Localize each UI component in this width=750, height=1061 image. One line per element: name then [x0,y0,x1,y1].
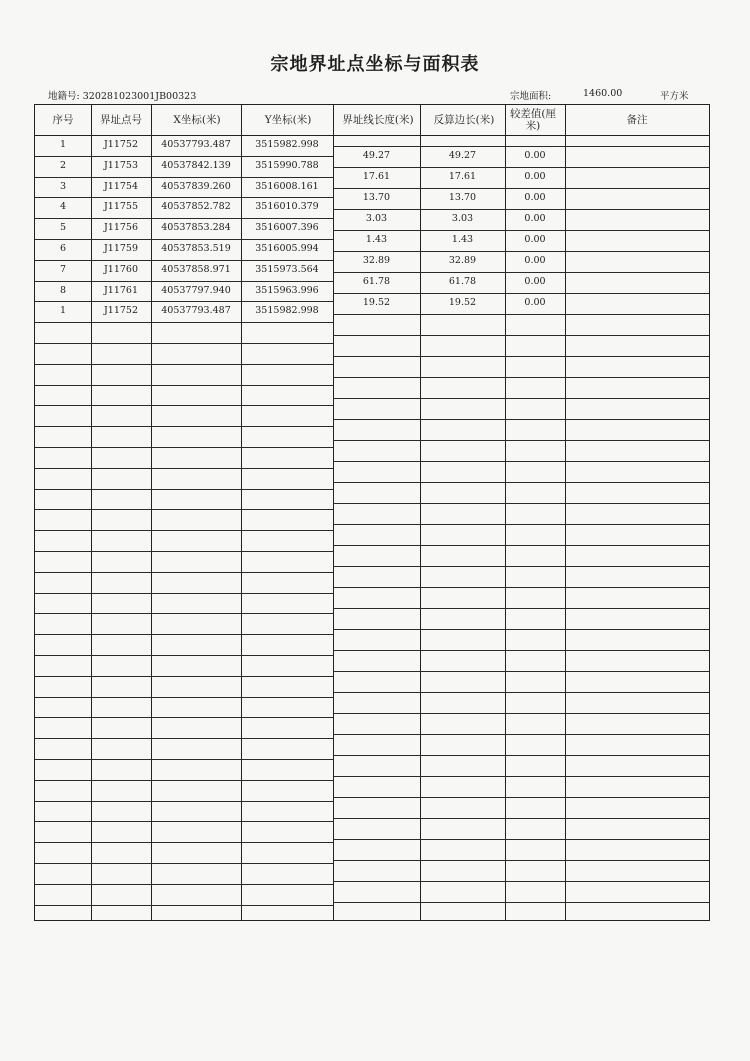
point-id: J11755 [103,201,139,213]
row-divider [333,776,709,777]
edge-calc-length: 49.27 [448,150,477,161]
point-seq: 8 [59,284,67,296]
point-y: 3516005.994 [255,243,319,254]
point-x: 40537842.139 [161,159,231,171]
point-seq: 5 [59,222,67,234]
row-divider [333,755,709,756]
row-divider [35,780,333,781]
header-point: 界址点号 [100,114,142,126]
point-y: 3516007.396 [255,222,319,234]
row-divider [35,863,333,864]
edge-difference: 0.00 [524,297,546,308]
header-y: Y坐标(米) [264,114,312,126]
coordinate-table [34,104,710,921]
edge-difference: 0.00 [524,150,546,161]
edge-calc-length: 17.61 [448,171,477,182]
row-divider [35,821,333,822]
row-divider [333,902,709,903]
point-y: 3515963.996 [255,284,319,296]
row-divider [35,426,333,427]
point-seq: 4 [59,201,67,213]
row-divider [35,801,333,802]
edge-difference: 0.00 [524,276,546,287]
point-y: 3516008.161 [255,180,319,192]
row-divider [333,482,709,483]
row-divider [333,713,709,714]
row-divider [35,322,333,323]
point-id: J11759 [103,243,139,254]
edge-length: 3.03 [365,213,388,224]
point-x: 40537853.519 [161,243,231,254]
parcel-number [48,88,196,102]
row-divider [35,613,333,614]
row-divider [35,655,333,656]
point-seq: 3 [59,180,67,192]
point-seq: 7 [59,263,67,275]
point-x: 40537793.487 [161,305,231,317]
row-divider [333,524,709,525]
edge-length: 32.89 [362,255,391,266]
row-divider [333,398,709,399]
point-x: 40537853.284 [161,222,231,234]
point-seq: 1 [59,305,67,317]
edge-calc-length: 32.89 [448,255,477,266]
row-divider [333,356,709,357]
row-divider [333,545,709,546]
area-value: 1460.00 [583,88,623,99]
row-divider [333,839,709,840]
row-divider [35,842,333,843]
row-divider [35,551,333,552]
edge-calc-length: 3.03 [451,213,474,224]
row-divider [35,343,333,344]
row-divider [333,335,709,336]
row-divider [35,884,333,885]
row-divider [333,734,709,735]
row-divider [333,797,709,798]
row-divider [333,587,709,588]
edge-calc-length: 19.52 [448,297,477,308]
document-title: 宗地界址点坐标与面积表 [270,54,480,75]
row-divider [333,419,709,420]
point-y: 3515973.564 [255,263,319,275]
row-divider [333,881,709,882]
row-divider [333,671,709,672]
header-line-length: 界址线长度(米) [342,114,414,126]
header-difference: 较差值(厘米) [509,108,557,132]
header-x: X坐标(米) [173,114,221,126]
edge-difference: 0.00 [524,234,546,245]
point-x: 40537793.487 [161,139,231,150]
point-id: J11753 [103,159,139,171]
point-x: 40537858.971 [161,263,231,275]
row-divider [333,818,709,819]
area-unit: 平方米 [660,91,689,102]
point-seq: 6 [59,243,67,254]
row-divider [35,697,333,698]
row-divider [35,447,333,448]
header-seq: 序号 [52,114,74,126]
row-divider [35,530,333,531]
row-divider [333,566,709,567]
edge-difference: 0.00 [524,192,546,203]
edge-length: 1.43 [365,234,388,245]
row-divider [333,461,709,462]
row-divider [333,629,709,630]
row-divider [333,650,709,651]
edge-calc-length: 13.70 [448,192,477,203]
point-id: J11754 [103,180,139,192]
row-divider [35,905,333,906]
row-divider [35,593,333,594]
point-id: J11760 [103,263,139,275]
row-divider [35,489,333,490]
row-divider [35,509,333,510]
edge-difference: 0.00 [524,255,546,266]
edge-length: 61.78 [362,276,391,287]
point-y: 3516010.379 [255,201,319,213]
header-calc-length: 反算边长(米) [433,114,495,126]
row-divider [35,634,333,635]
parcel-label: 地籍号: [48,91,80,102]
row-divider [35,405,333,406]
edge-calc-length: 61.78 [448,276,477,287]
point-y: 3515982.998 [255,305,319,317]
area-label: 宗地面积: [510,91,552,102]
point-x: 40537852.782 [161,201,231,213]
row-divider [35,364,333,365]
point-x: 40537839.260 [161,180,231,192]
edge-length: 19.52 [362,297,391,308]
edge-calc-length: 1.43 [451,234,474,245]
point-x: 40537797.940 [161,284,231,296]
row-divider [333,692,709,693]
parcel-value: 320281023001JB00323 [82,91,197,102]
edge-difference: 0.00 [524,213,546,224]
row-divider [333,377,709,378]
point-id: J11752 [103,139,139,150]
edge-length: 13.70 [362,192,391,203]
point-id: J11761 [103,284,139,296]
row-divider [333,314,709,315]
edge-difference: 0.00 [524,171,546,182]
point-seq: 1 [59,139,67,150]
row-divider [35,676,333,677]
point-id: J11756 [103,222,139,234]
row-divider [35,717,333,718]
row-divider [333,860,709,861]
row-divider [333,503,709,504]
header-note: 备注 [626,114,648,126]
row-divider [333,608,709,609]
row-divider [35,738,333,739]
point-seq: 2 [59,159,67,171]
edge-length: 17.61 [362,171,391,182]
row-divider [35,385,333,386]
row-divider [35,572,333,573]
row-divider [333,440,709,441]
edge-length: 49.27 [362,150,391,161]
row-divider [35,759,333,760]
point-y: 3515982.998 [255,139,319,150]
point-id: J11752 [103,305,139,317]
point-y: 3515990.788 [255,159,319,171]
row-divider [35,468,333,469]
